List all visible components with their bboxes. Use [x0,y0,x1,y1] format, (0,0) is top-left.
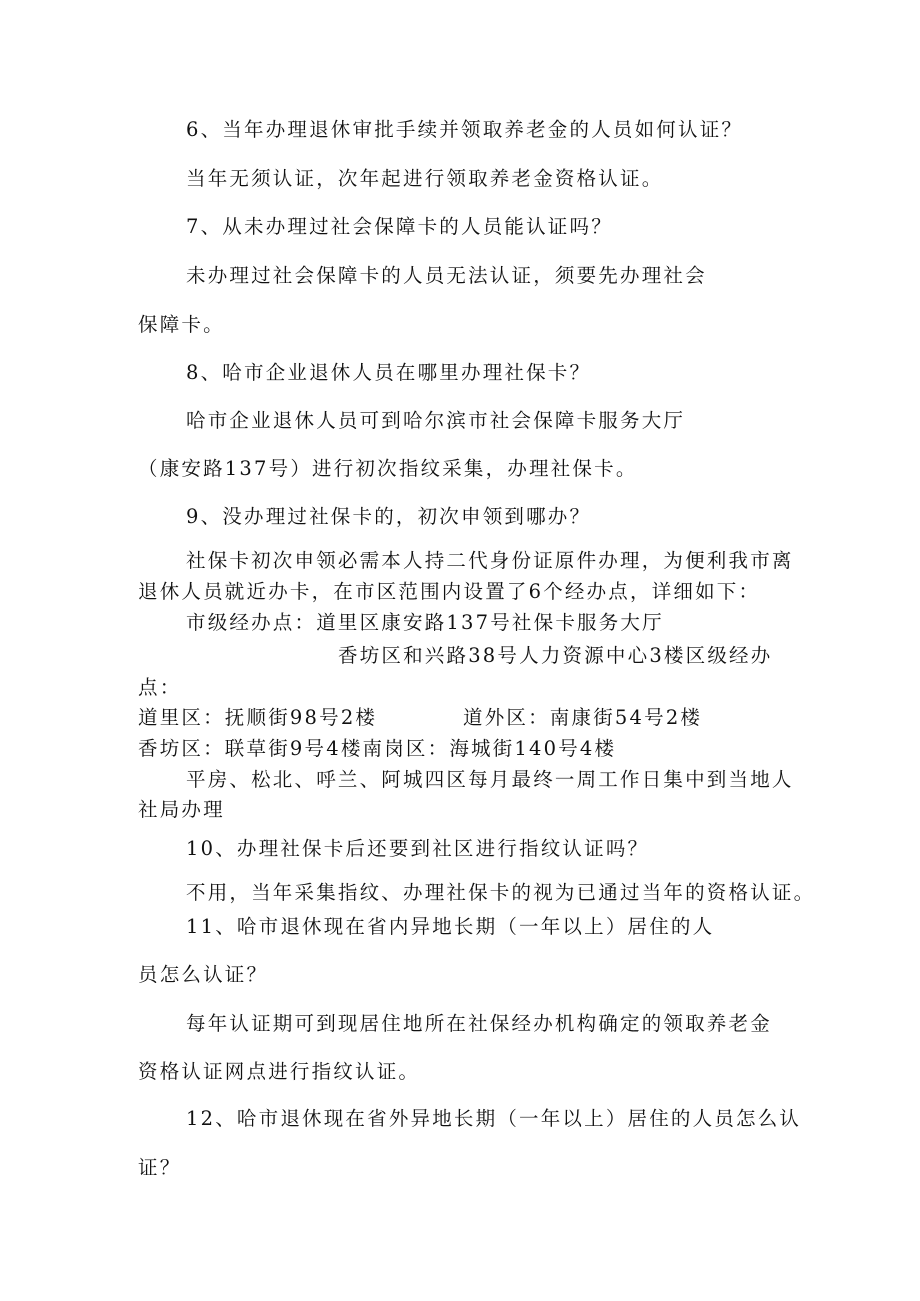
answer-8-line-1: 哈市企业退休人员可到哈尔滨市社会保障卡服务大厅 [186,409,686,432]
answer-7-line-2: 保障卡。 [138,313,225,336]
question-10: 10、办理社保卡后还要到社区进行指纹认证吗？ [186,837,650,860]
answer-9-line-7: 香坊区：联草街9号4楼南岗区：海城街140号4楼 [138,737,617,760]
answer-11-line-2: 每年认证期可到现居住地所在社保经办机构确定的领取养老金 [186,1012,772,1035]
answer-9-line-5: 点： [138,676,182,699]
question-6: 6、当年办理退休审批手续并领取养老金的人员如何认证？ [186,118,744,141]
answer-9-line-3: 市级经办点：道里区康安路137号社保卡服务大厅 [186,611,664,634]
answer-8-line-2: （康安路137号）进行初次指纹采集，办理社保卡。 [138,457,638,480]
question-7: 7、从未办理过社会保障卡的人员能认证吗？ [186,215,613,238]
question-9: 9、没办理过社保卡的，初次申领到哪办？ [186,505,592,528]
question-12: 12、哈市退休现在省外异地长期（一年以上）居住的人员怎么认 [186,1107,802,1130]
answer-9-line-6a: 道里区：抚顺街98号2楼 [138,706,378,729]
answer-9-line-9: 社局办理 [138,798,225,821]
question-11: 11、哈市退休现在省内异地长期（一年以上）居住的人 [186,915,715,938]
answer-9-line-6b: 道外区：南康街54号2楼 [463,706,703,729]
answer-12-line-1: 证？ [138,1156,182,1179]
question-8: 8、哈市企业退休人员在哪里办理社保卡？ [186,361,592,384]
answer-9-line-2: 退休人员就近办卡，在市区范围内设置了6个经办点，详细如下： [138,580,761,603]
answer-11-line-3: 资格认证网点进行指纹认证。 [138,1060,421,1083]
answer-9-line-1: 社保卡初次申领必需本人持二代身份证原件办理，为便利我市离 [186,549,794,572]
answer-9-line-8: 平房、松北、呼兰、阿城四区每月最终一周工作日集中到当地人 [186,768,794,791]
answer-7-line-1: 未办理过社会保障卡的人员无法认证，须要先办理社会 [186,264,707,287]
answer-10-line-1: 不用，当年采集指纹、办理社保卡的视为已通过当年的资格认证。 [186,881,816,904]
answer-9-line-4: 香坊区和兴路38号人力资源中心3楼区级经办 [338,644,773,667]
answer-6-line-1: 当年无须认证，次年起进行领取养老金资格认证。 [186,167,664,190]
answer-11-line-1: 员怎么认证？ [138,963,269,986]
